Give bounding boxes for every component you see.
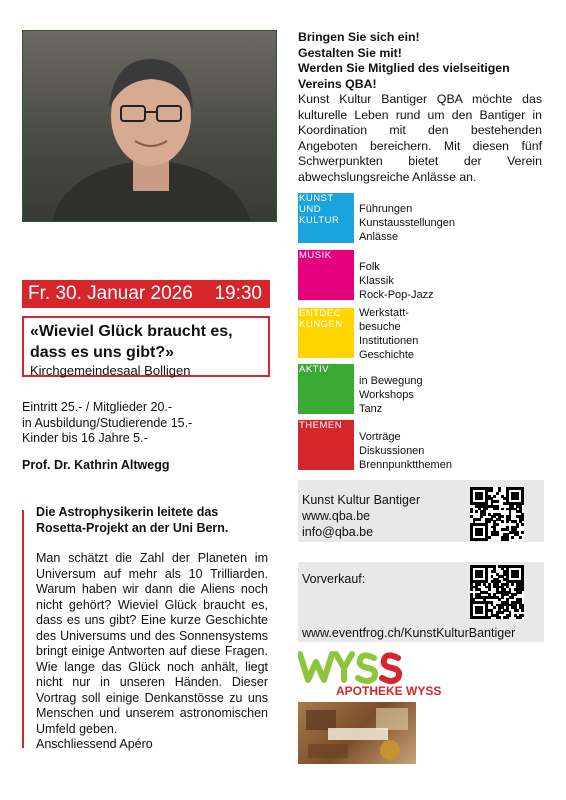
event-date: Fr. 30. Januar 2026: [28, 283, 193, 304]
fee-line: Kinder bis 16 Jahre 5.-: [22, 431, 148, 445]
qr-module: [488, 616, 491, 619]
qr-module: [478, 518, 481, 521]
category-label: AKTIV: [299, 364, 329, 375]
qr-module: [506, 616, 509, 619]
qr-module: [501, 508, 504, 511]
contact-email-link[interactable]: info@qba.be: [302, 525, 374, 539]
event-description: [36, 505, 268, 753]
qr-module: [488, 520, 491, 523]
qr-module: [521, 614, 524, 617]
intro-text: Kunst Kultur Bantiger QBA möchte das kulturelle Leben rund um den Bantiger in Koordination mit den bestehenden Angeboten bereichern. Mit diesen fünf Schwerpunkten bietet der Verein abwechslungsreiche Anlässe an.: [298, 92, 542, 184]
list-item: Kunstausstellungen: [359, 217, 456, 229]
category-list-musik: [359, 260, 549, 302]
list-item: besuche: [359, 321, 401, 333]
qr-module: [521, 523, 524, 526]
list-item: Rock-Pop-Jazz: [359, 289, 434, 301]
category-label: MUSIK: [299, 250, 332, 261]
fee-line: Eintritt 25.- / Mitglieder 20.-: [22, 400, 173, 414]
qr-module: [501, 596, 504, 599]
qr-module: [485, 538, 488, 541]
category-kunst-kultur: [298, 193, 354, 243]
qr-module: [480, 575, 483, 578]
qr-module: [501, 515, 504, 518]
category-list-kunst-kultur: [359, 202, 549, 244]
presale-link[interactable]: www.eventfrog.ch/KunstKulturBantiger: [302, 626, 516, 640]
qr-module: [488, 588, 491, 591]
description-lead: Die Astrophysikerin leitete das Rosetta-Projekt an der Uni Bern.: [36, 505, 229, 535]
qr-module: [521, 531, 524, 534]
association-intro: [298, 30, 542, 185]
category-list-aktiv: [359, 374, 549, 416]
qr-module: [470, 588, 473, 591]
list-item: Werkstatt-: [359, 307, 409, 319]
qr-module: [493, 495, 496, 498]
speaker-portrait: [22, 30, 277, 222]
list-item: Workshops: [359, 389, 414, 401]
qr-module: [506, 520, 509, 523]
qr-module: [488, 536, 491, 539]
category-aktiv: [298, 364, 354, 414]
qr-module: [475, 510, 478, 513]
list-item: Vorträge: [359, 431, 401, 443]
intro-heading-2: Gestalten Sie mit!: [298, 45, 402, 60]
qr-module: [511, 583, 514, 586]
qr-module: [519, 536, 522, 539]
qr-module: [480, 497, 483, 500]
qr-module: [511, 536, 514, 539]
list-item: Folk: [359, 261, 380, 273]
category-list-themen: [359, 430, 549, 472]
qr-module: [470, 510, 473, 513]
qr-code-contact[interactable]: [470, 487, 524, 541]
category-themen: [298, 420, 354, 470]
category-label: THEMEN: [299, 420, 343, 431]
qr-module: [480, 515, 483, 518]
list-item: Institutionen: [359, 335, 419, 347]
list-item: Tanz: [359, 403, 383, 415]
qr-module: [521, 588, 524, 591]
qr-module: [519, 591, 522, 594]
list-item: Anlässe: [359, 231, 399, 243]
qr-module: [514, 593, 517, 596]
qr-module: [516, 575, 519, 578]
qr-module: [519, 616, 522, 619]
qr-module: [478, 583, 481, 586]
category-label: ENTDEC: [299, 308, 342, 319]
list-item: Geschichte: [359, 349, 415, 361]
qr-module: [521, 502, 524, 505]
category-label: KUNGEN: [299, 319, 343, 330]
qr-module: [480, 533, 483, 536]
qr-module: [501, 611, 504, 614]
description-text: Man schätzt die Zahl der Planeten im Universum auf mehr als 10 Trilliarden. Warum haben wir dann die Aliens noch nicht gehört? Wieviel Glück braucht es, dass es uns gibt? Eine kurze Geschichte des Universums und des Sonnensystems bringt einige Antworten auf diese Fragen. Wie lange das Glück noch anhält, liegt nicht nur in unseren Händen. Dieser Vortrag soll einige Denkanstösse zu uns Menschen und unserem astronomischen Umfeld geben.: [36, 551, 268, 736]
qr-module: [521, 518, 524, 521]
story-accent-line: [22, 510, 24, 748]
intro-heading-3: Werden Sie Mitglied des vielseitigen Vereins QBA!: [298, 61, 510, 91]
qr-module: [501, 520, 504, 523]
event-date-bar: [22, 280, 270, 308]
category-list-entdeckungen: [359, 306, 549, 362]
qr-module: [483, 513, 486, 516]
qr-code-presale[interactable]: [470, 565, 524, 619]
qr-module: [491, 490, 494, 493]
fee-line: in Ausbildung/Studierende 15.-: [22, 415, 193, 430]
kroeger-sponsor-image: [298, 702, 416, 764]
list-item: Brennpunktthemen: [359, 459, 452, 471]
contact-org: Kunst Kultur Bantiger: [302, 493, 421, 507]
event-venue: Kirchgemeindesaal Bolligen: [30, 363, 191, 378]
qr-module: [516, 526, 519, 529]
list-item: Diskussionen: [359, 445, 425, 457]
contact-web-link[interactable]: www.qba.be: [302, 509, 371, 523]
event-title-line2: dass es uns gibt?»: [30, 344, 175, 361]
category-label: KULTUR: [299, 215, 340, 226]
presale-label: Vorverkauf:: [302, 572, 366, 586]
event-time: 19:30: [214, 283, 262, 304]
qr-module: [506, 538, 509, 541]
qr-module: [496, 533, 499, 536]
qr-module: [498, 616, 501, 619]
qr-module: [511, 596, 514, 599]
qr-module: [485, 508, 488, 511]
description-closing: Anschliessend Apéro: [36, 737, 153, 751]
list-item: Klassik: [359, 275, 394, 287]
wyss-logo: [298, 650, 418, 684]
qr-module: [516, 609, 519, 612]
qr-module: [496, 523, 499, 526]
list-item: in Bewegung: [359, 375, 423, 387]
intro-heading-1: Bringen Sie sich ein!: [298, 30, 420, 44]
list-item: Führungen: [359, 203, 413, 215]
category-label: UND: [299, 204, 322, 215]
qr-module: [516, 497, 519, 500]
category-label: KUNST: [299, 193, 334, 204]
qr-module: [496, 492, 499, 495]
speaker-name: Prof. Dr. Kathrin Altwegg: [22, 458, 170, 472]
qr-module: [480, 611, 483, 614]
admission-fees: [22, 400, 272, 447]
qr-module: [521, 609, 524, 612]
category-musik: [298, 250, 354, 300]
event-title-line1: «Wieviel Glück braucht es,: [30, 323, 233, 340]
category-entdeckungen: [298, 308, 354, 358]
qr-module: [509, 614, 512, 617]
qr-module: [493, 606, 496, 609]
qr-module: [496, 508, 499, 511]
qr-module: [498, 490, 501, 493]
event-title-box: [22, 316, 270, 377]
apotheke-wyss-name: APOTHEKE WYSS: [336, 684, 442, 698]
qr-module: [496, 500, 499, 503]
